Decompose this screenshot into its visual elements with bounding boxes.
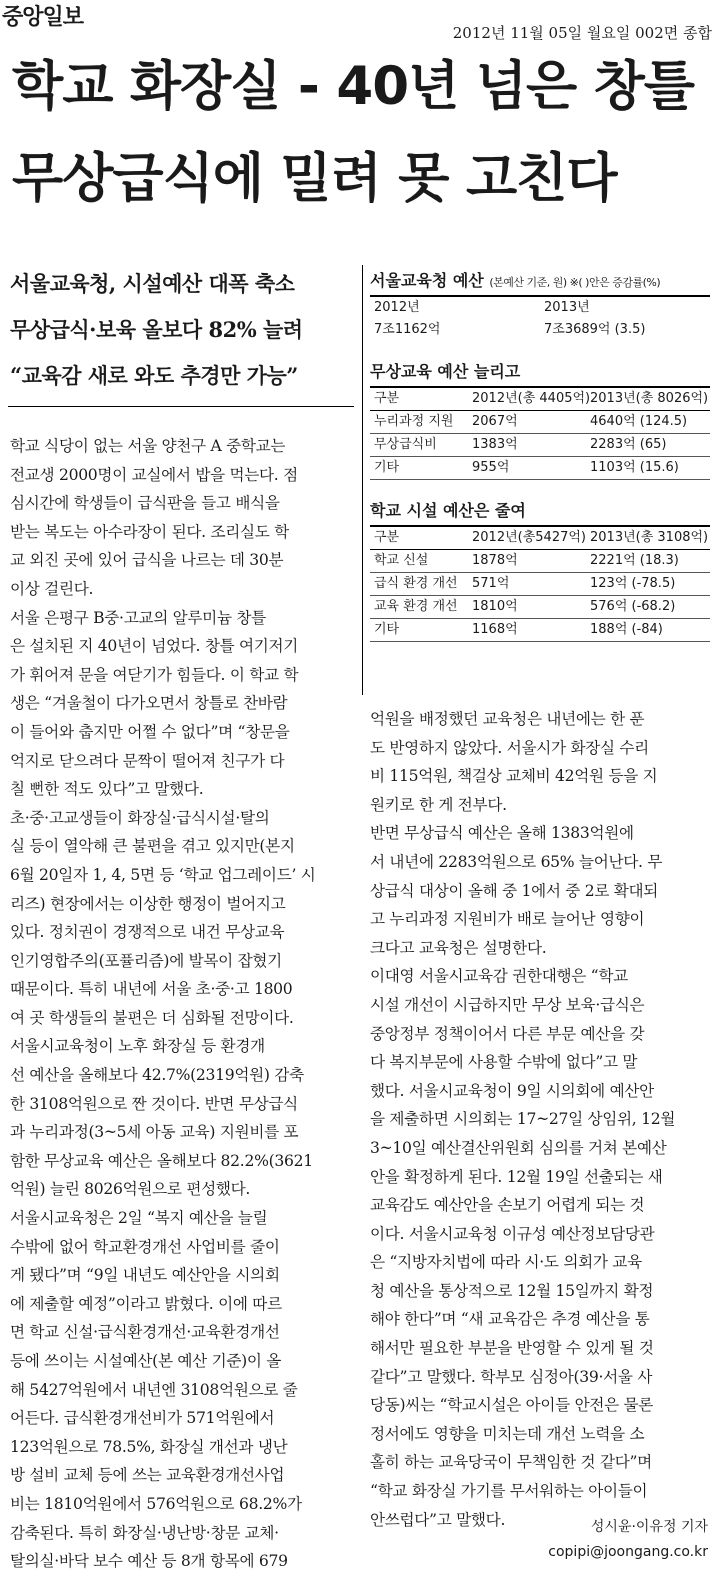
article-line: 은 설치된 지 40년이 넘었다. 창틀 여기저기 xyxy=(10,637,299,656)
article-line: 서 내년에 2283억원으로 65% 늘어난다. 무 xyxy=(370,852,663,871)
article-line: 교 외진 곳에 있어 급식을 나르는 데 30분 xyxy=(10,551,284,570)
article-line: 시설 개선이 시급하지만 무상 보육·급식은 xyxy=(370,995,645,1014)
article-line: 생은 “겨울철이 다가오면서 창틀로 찬바람 xyxy=(10,694,288,713)
headline-line-2: 무상급식에 밀려 못 고친다 xyxy=(12,148,617,209)
article-line: 인기영합주의(포퓰리즘)에 발목이 잡혔기 xyxy=(10,951,282,970)
article-line: 비 115억원, 책걸상 교체비 42억원 등을 지 xyxy=(370,767,658,786)
article-line: 감축된다. 특히 화장실·냉난방·창문 교체· xyxy=(10,1523,279,1542)
article-line: 과 누리과정(3~5세 아동 교육) 지원비를 포 xyxy=(10,1123,299,1142)
article-line: 안을 확정하게 된다. 12월 19일 선출되는 새 xyxy=(370,1167,663,1186)
article-line: 억원) 늘린 8026억원으로 편성했다. xyxy=(10,1180,251,1199)
article-line: 비는 1810억원에서 576억원으로 68.2%가 xyxy=(10,1494,302,1513)
table-row: 기타 955억 1103억 (15.6) xyxy=(370,457,710,480)
article-line: 당동)씨는 “학교시설은 아이들 안전은 물론 xyxy=(370,1396,654,1415)
article-line: 해서만 필요한 부분을 반영할 수 있게 될 것 xyxy=(370,1339,654,1358)
article-line: 심시간에 학생들이 급식판을 들고 배식을 xyxy=(10,494,280,513)
article-line: 해 5427억원에서 내년엔 3108억원으로 줄 xyxy=(10,1380,298,1399)
article-line: 때문이다. 특히 내년에 서울 초·중·고 1800 xyxy=(10,980,293,999)
facility-title: 학교 시설 예산은 줄여 xyxy=(370,501,526,520)
table-row: 무상급식비 1383억 2283억 (65) xyxy=(370,434,710,457)
article-line: 을 제출하면 시의회는 17~27일 상임위, 12월 xyxy=(370,1110,676,1129)
article-line: 선 예산을 올해보다 42.7%(2319억원) 감축 xyxy=(10,1066,304,1085)
reporter-email: copipi@joongang.co.kr xyxy=(548,1544,708,1560)
article-line: 정서에도 영향을 미치는데 개선 노력을 소 xyxy=(370,1424,645,1443)
article-line: 등에 쓰이는 시설예산(본 예산 기준)이 올 xyxy=(10,1352,282,1370)
article-line: 실 등이 열악해 큰 불편을 겪고 있지만(본지 xyxy=(10,837,295,856)
article-line: 고 누리과정 지원비가 배로 늘어난 영향이 xyxy=(370,910,645,929)
article-line: 서울 은평구 B중·고교의 알루미늄 창틀 xyxy=(10,608,266,627)
budget-box-title: 서울교육청 예산 (본예산 기준, 원) ※( )안은 증감률(%) xyxy=(370,271,661,290)
free-edu-table xyxy=(370,359,710,480)
table-row: 누리과정 지원 2067억 4640억 (124.5) xyxy=(370,411,710,434)
article-line: 123억원으로 78.5%, 화장실 개선과 냉난 xyxy=(10,1437,288,1456)
article-line: 이상 걸린다. xyxy=(10,579,94,598)
article-line: 억지로 닫으려다 문짝이 떨어져 친구가 다 xyxy=(10,751,285,770)
article-line: 6월 20일자 1, 4, 5면 등 ‘학교 업그레이드’ 시 xyxy=(10,865,316,884)
table-row: 급식 환경 개선 571억 123억 (-78.5) xyxy=(370,573,710,596)
year-value-row: 7조1162억 7조3689억 (3.5) xyxy=(374,322,646,337)
table-header-row: 구분 2012년(총5427억) 2013년(총 3108억) xyxy=(370,527,710,550)
headline-line-1: 학교 화장실 - 40년 넘은 창틀 xyxy=(12,56,694,117)
budget-info-box xyxy=(370,268,710,642)
article-line: 같다”고 말했다. 학부모 심정아(39·서울 사 xyxy=(370,1367,653,1386)
article-line: 있다. 정치권이 경쟁적으로 내건 무상교육 xyxy=(10,923,285,942)
article-line: 원키로 한 게 전부다. xyxy=(370,795,507,814)
subhead-divider xyxy=(8,406,354,407)
article-line: 상급식 대상이 올해 중 1에서 중 2로 확대되 xyxy=(370,881,659,900)
article-line: 중앙정부 정책이어서 다른 부문 예산을 갖 xyxy=(370,1024,645,1043)
facility-table xyxy=(370,498,710,642)
article-line: 안쓰럽다”고 말했다. xyxy=(370,1510,506,1529)
article-line: 해야 한다”며 “새 교육감은 추경 예산을 통 xyxy=(370,1310,650,1329)
article-line: 다 복지부문에 사용할 수밖에 없다”고 말 xyxy=(370,1053,638,1072)
article-body-right-column xyxy=(370,705,712,1534)
free-edu-title: 무상교육 예산 늘리고 xyxy=(370,362,521,381)
article-line: 이 들어와 춥지만 어쩔 수 없다”며 “창문을 xyxy=(10,722,290,741)
article-line: 어든다. 급식환경개선비가 571억원에서 xyxy=(10,1409,275,1428)
article-line: 칠 뻔한 적도 있다”고 말했다. xyxy=(10,780,204,799)
table-row: 학교 신설 1878억 2221억 (18.3) xyxy=(370,550,710,573)
article-line: 서울시교육청이 노후 화장실 등 환경개 xyxy=(10,1037,265,1056)
table-header-row: 구분 2012년(총 4405억) 2013년(총 8026억) xyxy=(370,388,710,411)
article-line: 가 휘어져 문을 여닫기가 힘들다. 이 학교 학 xyxy=(10,665,299,684)
article-line: 교육감도 예산안을 손보기 어렵게 되는 것 xyxy=(370,1196,645,1215)
column-divider xyxy=(362,265,363,695)
article-line: 여 곳 학생들의 불편은 더 심화될 전망이다. xyxy=(10,1008,294,1027)
article-line: 에 제출할 예정”이라고 밝혔다. 이에 따르 xyxy=(10,1294,282,1313)
article-line: 이대영 서울시교육감 권한대행은 “학교 xyxy=(370,967,628,986)
article-line: 억원을 배정했던 교육청은 내년에는 한 푼 xyxy=(370,710,645,728)
article-line: 반면 무상급식 예산은 올해 1383억원에 xyxy=(370,824,634,843)
dateline: 2012년 11월 05일 월요일 002면 종합 xyxy=(452,24,712,42)
article-line: 청 예산을 통상적으로 12월 15일까지 확정 xyxy=(370,1281,654,1300)
budget-box-note: (본예산 기준, 원) ※( )안은 증감률(%) xyxy=(489,276,661,289)
article-line: 크다고 교육청은 설명한다. xyxy=(370,938,547,957)
subhead-3: “교육감 새로 와도 추경만 가능” xyxy=(10,363,298,388)
article-line: 3~10일 예산결산위원회 심의를 거쳐 본예산 xyxy=(370,1138,667,1157)
subhead-1: 서울교육청, 시설예산 대폭 축소 xyxy=(10,271,295,296)
table-row: 교육 환경 개선 1810억 576억 (-68.2) xyxy=(370,596,710,619)
article-line: “학교 화장실 가기를 무서워하는 아이들이 xyxy=(370,1482,648,1501)
article-line: 탈의실·바닥 보수 예산 등 8개 항목에 679 xyxy=(10,1552,288,1571)
article-line: 리즈) 현장에서는 이상한 행정이 벌어지고 xyxy=(10,894,286,913)
article-body-left-column xyxy=(10,432,356,1576)
article-line: 학교 식당이 없는 서울 양천구 A 중학교는 xyxy=(10,437,286,455)
article-line: 은 “지방자치법에 따라 시·도 의회가 교육 xyxy=(370,1253,642,1272)
article-line: 했다. 서울시교육청이 9일 시의회에 예산안 xyxy=(370,1081,654,1100)
article-line: 서울시교육청은 2일 “복지 예산을 늘릴 xyxy=(10,1209,268,1228)
article-line: 수밖에 없어 학교환경개선 사업비를 줄이 xyxy=(10,1237,280,1256)
article-line: 초·중·고교생들이 화장실·급식시설·탈의 xyxy=(10,808,270,827)
article-line: 게 됐다”며 “9일 내년도 예산안을 시의회 xyxy=(10,1266,280,1285)
article-line: 면 학교 신설·급식환경개선·교육환경개선 xyxy=(10,1323,280,1342)
article-line: 도 반영하지 않았다. 서울시가 화장실 수리 xyxy=(370,738,649,757)
byline: 성시윤·이유정 기자 xyxy=(590,1519,708,1535)
article-line: 받는 복도는 아수라장이 된다. 조리실도 학 xyxy=(10,522,289,541)
subhead-2: 무상급식·보육 올보다 82% 늘려 xyxy=(10,317,303,342)
article-line: 이다. 서울시교육청 이규성 예산정보담당관 xyxy=(370,1224,655,1243)
article-line: 전교생 2000명이 교실에서 밥을 먹는다. 점 xyxy=(10,465,298,484)
article-line: 홀히 하는 교육당국이 무책임한 것 같다”며 xyxy=(370,1453,652,1472)
year-header-row: 2012년 2013년 xyxy=(374,300,590,315)
article-line: 함한 무상교육 예산은 올해보다 82.2%(3621 xyxy=(10,1151,313,1170)
article-line: 한 3108억원으로 짠 것이다. 반면 무상급식 xyxy=(10,1094,298,1113)
table-row: 기타 1168억 188억 (-84) xyxy=(370,619,710,642)
newspaper-logo: 중앙일보 xyxy=(2,5,84,30)
article-line: 방 설비 교체 등에 쓰는 교육환경개선사업 xyxy=(10,1466,285,1485)
